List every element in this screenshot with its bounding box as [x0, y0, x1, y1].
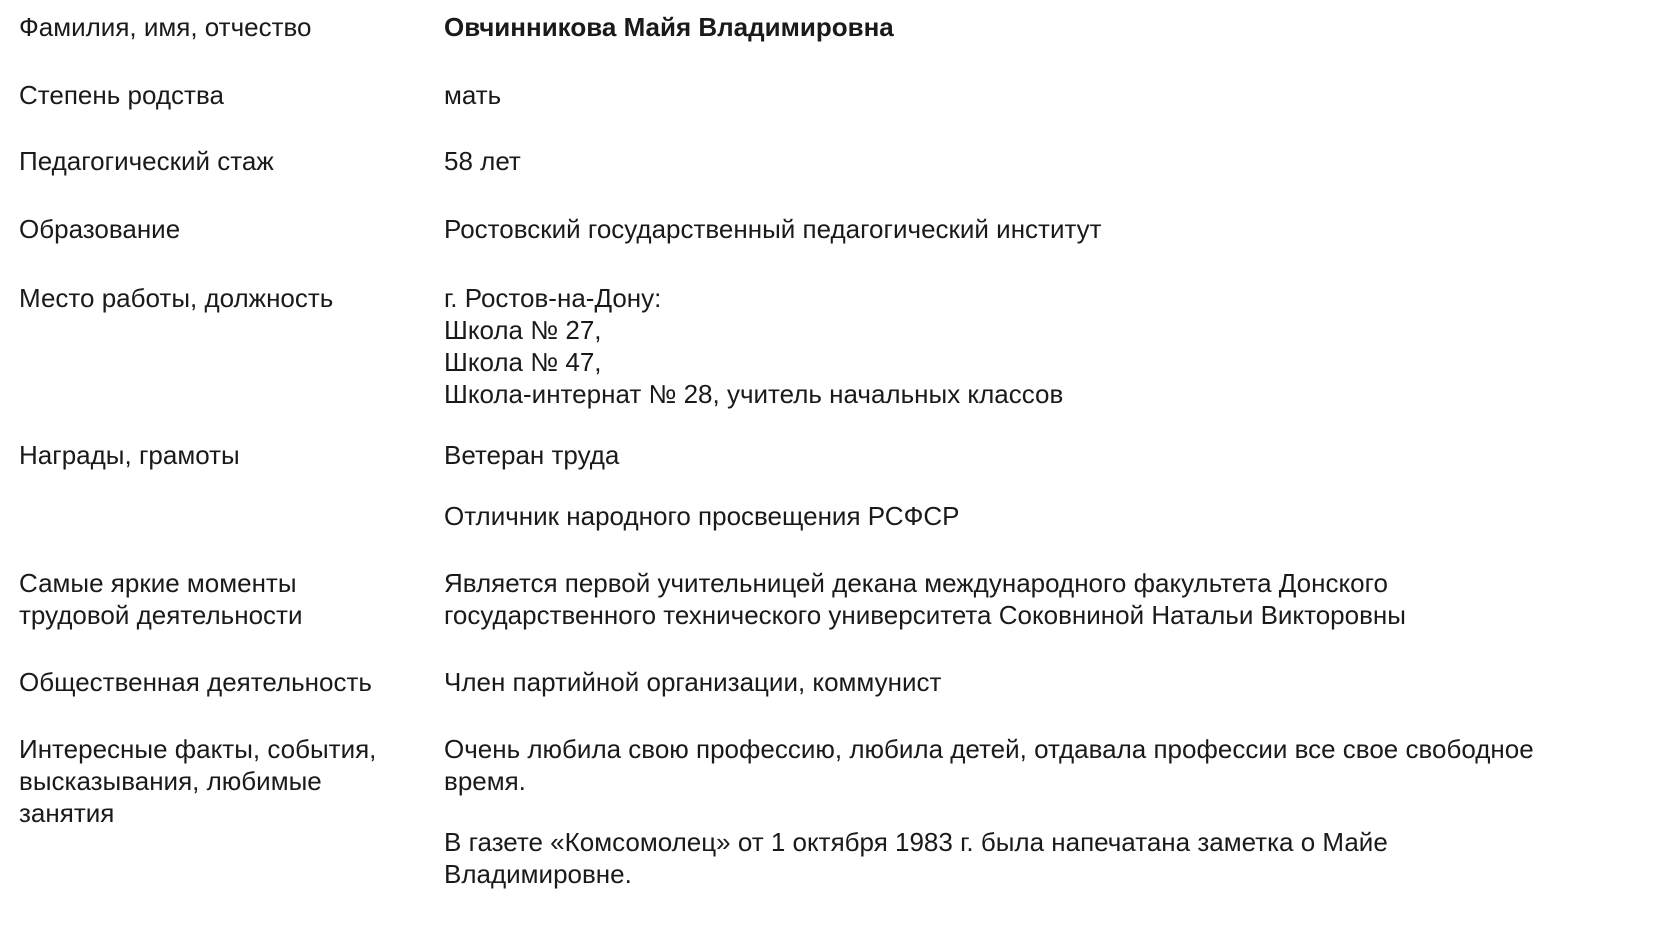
value-line: Отличник народного просвещения РСФСР — [444, 501, 960, 531]
value-line: мать — [444, 80, 502, 110]
label-line: Интересные факты, события, — [19, 734, 377, 764]
value-line: Является первой учительницей декана международного факультета Донского — [444, 568, 1388, 598]
label-line: Общественная деятельность — [19, 667, 372, 697]
label-line: Степень родства — [19, 80, 224, 110]
value-line: В газете «Комсомолец» от 1 октября 1983 г. была напечатана заметка о Майе — [444, 827, 1388, 857]
value-line: Владимировне. — [444, 859, 632, 889]
label-line: Образование — [19, 214, 181, 244]
label-line: Награды, грамоты — [19, 440, 240, 470]
field-value — [444, 439, 1644, 532]
label-line: Самые яркие моменты — [19, 568, 297, 598]
value-line: Очень любила свою профессию, любила детей, отдавала профессии все свое свободное — [444, 734, 1534, 764]
field-value — [444, 145, 1644, 177]
value-line: Член партийной организации, коммунист — [444, 667, 942, 697]
field-label — [19, 145, 419, 177]
field-label — [19, 79, 419, 111]
field-value — [444, 11, 1644, 43]
field-label — [19, 666, 419, 698]
field-label — [19, 282, 419, 314]
field-label — [19, 439, 419, 471]
field-label — [19, 733, 419, 829]
value-line: г. Ростов-на-Дону: — [444, 283, 662, 313]
value-line: Ростовский государственный педагогический институт — [444, 214, 1102, 244]
label-line: Место работы, должность — [19, 283, 334, 313]
label-line: Фамилия, имя, отчество — [19, 12, 312, 42]
label-line: Педагогический стаж — [19, 146, 274, 176]
value-line: Школа № 47, — [444, 347, 602, 377]
field-value — [444, 282, 1644, 410]
field-label — [19, 567, 419, 631]
field-value — [444, 733, 1644, 890]
label-line: высказывания, любимые — [19, 766, 322, 796]
value-line: государственного технического университета Соковниной Натальи Викторовны — [444, 600, 1406, 630]
field-label — [19, 213, 419, 245]
field-value — [444, 213, 1644, 245]
value-line: Школа-интернат № 28, учитель начальных классов — [444, 379, 1064, 409]
field-value — [444, 666, 1644, 698]
field-value — [444, 79, 1644, 111]
value-line: 58 лет — [444, 146, 521, 176]
value-line: Школа № 27, — [444, 315, 602, 345]
value-line: время. — [444, 766, 526, 796]
label-line: занятия — [19, 798, 115, 828]
field-label — [19, 11, 419, 43]
value-line: Ветеран труда — [444, 440, 620, 470]
full-name-value: Овчинникова Майя Владимировна — [444, 12, 894, 42]
label-line: трудовой деятельности — [19, 600, 303, 630]
field-value — [444, 567, 1644, 631]
